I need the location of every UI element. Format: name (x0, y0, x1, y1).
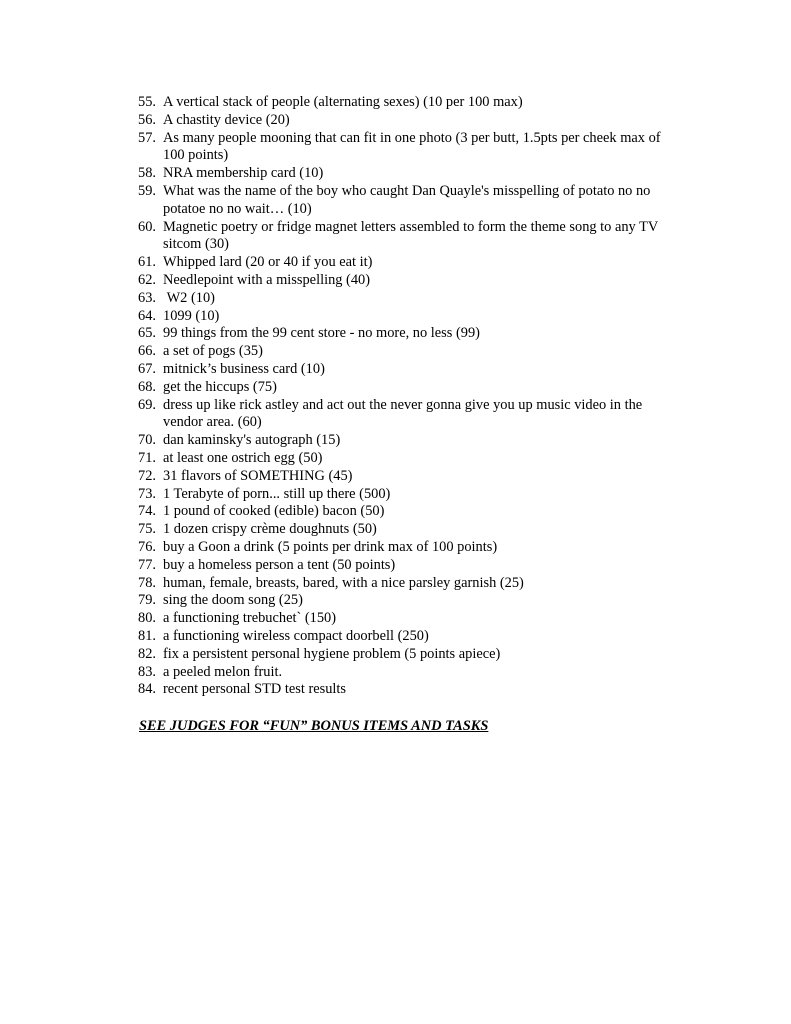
item-number: 76. (138, 538, 156, 555)
item-text: 1 Terabyte of porn... still up there (500) (163, 485, 391, 502)
item-number: 80. (138, 610, 156, 627)
item-number: 66. (138, 343, 156, 360)
scavenger-hunt-list (138, 94, 683, 699)
item-text: get the hiccups (75) (163, 378, 277, 395)
item-number: 60. (138, 218, 156, 235)
item-number: 79. (138, 592, 156, 609)
list-item (138, 575, 683, 593)
item-number: 77. (138, 556, 156, 573)
item-text: What was the name of the boy who caught Dan Quayle's misspelling of potato no no potatoe no no wait… (10) (163, 182, 651, 217)
item-text: sing the doom song (25) (163, 592, 303, 609)
item-number: 72. (138, 467, 156, 484)
item-text: a functioning wireless compact doorbell (250) (163, 627, 429, 644)
list-item (138, 486, 683, 504)
list-item (138, 432, 683, 450)
list-item (138, 681, 683, 699)
list-item (138, 503, 683, 521)
item-number: 65. (138, 325, 156, 342)
list-item (138, 397, 683, 433)
item-text: a peeled melon fruit. (163, 663, 283, 680)
item-text: mitnick’s business card (10) (163, 360, 325, 377)
list-item (138, 450, 683, 468)
item-text: NRA membership card (10) (163, 165, 324, 182)
list-item (138, 165, 683, 183)
item-number: 55. (138, 94, 156, 110)
list-item (138, 219, 683, 255)
item-text: recent personal STD test results (163, 681, 347, 698)
item-text: Whipped lard (20 or 40 if you eat it) (163, 254, 373, 271)
item-text: Needlepoint with a misspelling (40) (163, 271, 371, 288)
item-number: 70. (138, 432, 156, 449)
item-number: 74. (138, 503, 156, 520)
item-text: buy a Goon a drink (5 points per drink max of 100 points) (163, 538, 498, 555)
list-item (138, 521, 683, 539)
list-item (138, 379, 683, 397)
item-number: 56. (138, 111, 156, 128)
list-item (138, 272, 683, 290)
item-text: 1 pound of cooked (edible) bacon (50) (163, 503, 385, 520)
item-number: 81. (138, 627, 156, 644)
item-number: 67. (138, 360, 156, 377)
item-number: 62. (138, 271, 156, 288)
item-text: buy a homeless person a tent (50 points) (163, 556, 396, 573)
list-item (138, 361, 683, 379)
item-text: 99 things from the 99 cent store - no more, no less (99) (163, 325, 480, 342)
list-item (138, 664, 683, 682)
item-text: at least one ostrich egg (50) (163, 449, 323, 466)
item-number: 75. (138, 521, 156, 538)
item-number: 59. (138, 182, 156, 199)
item-text: 1 dozen crispy crème doughnuts (50) (163, 521, 377, 538)
item-number: 69. (138, 396, 156, 413)
item-text: 31 flavors of SOMETHING (45) (163, 467, 353, 484)
item-number: 73. (138, 485, 156, 502)
list-item (138, 130, 683, 166)
list-item (138, 646, 683, 664)
item-text: dan kaminsky's autograph (15) (163, 432, 341, 449)
item-number: 78. (138, 574, 156, 591)
list-item (138, 610, 683, 628)
list-item (138, 308, 683, 326)
item-text: fix a persistent personal hygiene problem (5 points apiece) (163, 645, 501, 662)
item-text: a functioning trebuchet` (150) (163, 610, 337, 627)
list-item (138, 468, 683, 486)
bonus-note: SEE JUDGES FOR “FUN” BONUS ITEMS AND TASKS (139, 718, 489, 734)
list-item (138, 183, 683, 219)
item-text: a set of pogs (35) (163, 343, 263, 360)
item-text: A vertical stack of people (alternating sexes) (10 per 100 max) (163, 94, 523, 110)
item-number: 63. (138, 289, 156, 306)
item-number: 61. (138, 254, 156, 271)
item-text: human, female, breasts, bared, with a nice parsley garnish (25) (163, 574, 524, 591)
list-item (138, 112, 683, 130)
item-text: Magnetic poetry or fridge magnet letters assembled to form the theme song to any TV sitcom (30) (163, 218, 659, 253)
item-text: dress up like rick astley and act out the never gonna give you up music video in the vendor area. (60) (163, 396, 643, 431)
list-item (138, 94, 683, 112)
list-item (138, 325, 683, 343)
list-item (138, 254, 683, 272)
item-number: 84. (138, 681, 156, 698)
item-number: 82. (138, 645, 156, 662)
list-item (138, 557, 683, 575)
item-text: A chastity device (20) (163, 111, 290, 128)
item-text: W2 (10) (163, 289, 215, 306)
list-item (138, 343, 683, 361)
list-item (138, 592, 683, 610)
item-number: 71. (138, 449, 156, 466)
item-text: As many people mooning that can fit in one photo (3 per butt, 1.5pts per cheek max of 100 points) (163, 129, 661, 164)
item-number: 83. (138, 663, 156, 680)
list-item (138, 628, 683, 646)
item-number: 58. (138, 165, 156, 182)
list-item (138, 290, 683, 308)
item-number: 64. (138, 307, 156, 324)
item-text: 1099 (10) (163, 307, 220, 324)
item-number: 68. (138, 378, 156, 395)
list-item (138, 539, 683, 557)
item-number: 57. (138, 129, 156, 146)
